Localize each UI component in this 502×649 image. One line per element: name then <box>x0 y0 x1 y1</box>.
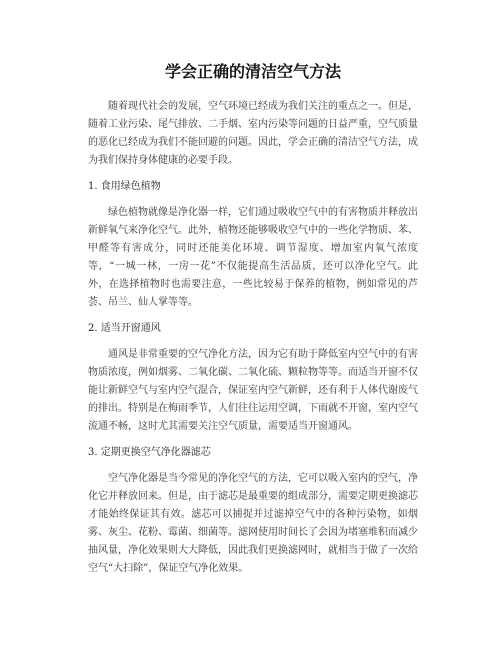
intro-paragraph: 随着现代社会的发展，空气环境已经成为我们关注的重点之一。但是，随着工业污染、尾气排放、二手烟、室内污染等问题的日益严重，空气质量的恶化已经成为我们不能回避的问题。因此，学会正确的清洁空气方法，成为我们保持身体健康的必要手段。 <box>88 101 418 166</box>
section-body-2: 通风是非常重要的空气净化方法，因为它有助于降低室内空气中的有害物质浓度，例如烟雾、二氧化碳、二氧化硫、颗粒物等等。而适当开窗不仅能让新鲜空气与室内空气混合，保证室内空气新鲜，还有利于人体代谢废气的排出。特别是在梅雨季节，人们往往运用空调，下雨就不开窗，室内空气流通不畅，这时尤其需要关注空气质量，需要适当开窗通风。 <box>88 349 418 432</box>
section-body-3: 空气净化器是当今常见的净化空气的方法，它可以吸入室内的空气，净化它并释放回来。但是，由于滤芯是最重要的组成部分，需要定期更换滤芯才能始终保证其有效。滤芯可以捕捉并过滤掉空气中的各种污染物，如烟雾、灰尘、花粉、霉菌、细菌等。滤网使用时间长了会因为堵塞堆积而减少抽风量，净化效果则大大降低，因此我们更换滤网时，就相当于做了一次给空气“大扫除”，保证空气净化效果。 <box>88 473 418 574</box>
section-heading-2: 2. 适当开窗通风 <box>88 323 161 334</box>
section-heading-3: 3. 定期更换空气净化器滤芯 <box>88 447 211 458</box>
section-heading-1: 1. 食用绿色植物 <box>88 181 161 192</box>
document-title: 学会正确的清洁空气方法 <box>164 62 341 81</box>
section-body-1: 绿色植物就像是净化器一样，它们通过吸收空气中的有害物质并释放出新鲜氧气来净化空气。此外，植物还能够吸收空气中的一些化学物质、苯、甲醛等有害成分，同时还能美化环境、调节湿度、增加室内氧气浓度等，“一城一林，一房一花”不仅能提高生活品质，还可以净化空气。此外，在选择植物时也需要注意，一些比较易于保养的植物，例如常见的芦荟、吊兰、仙人掌等等。 <box>88 207 418 308</box>
